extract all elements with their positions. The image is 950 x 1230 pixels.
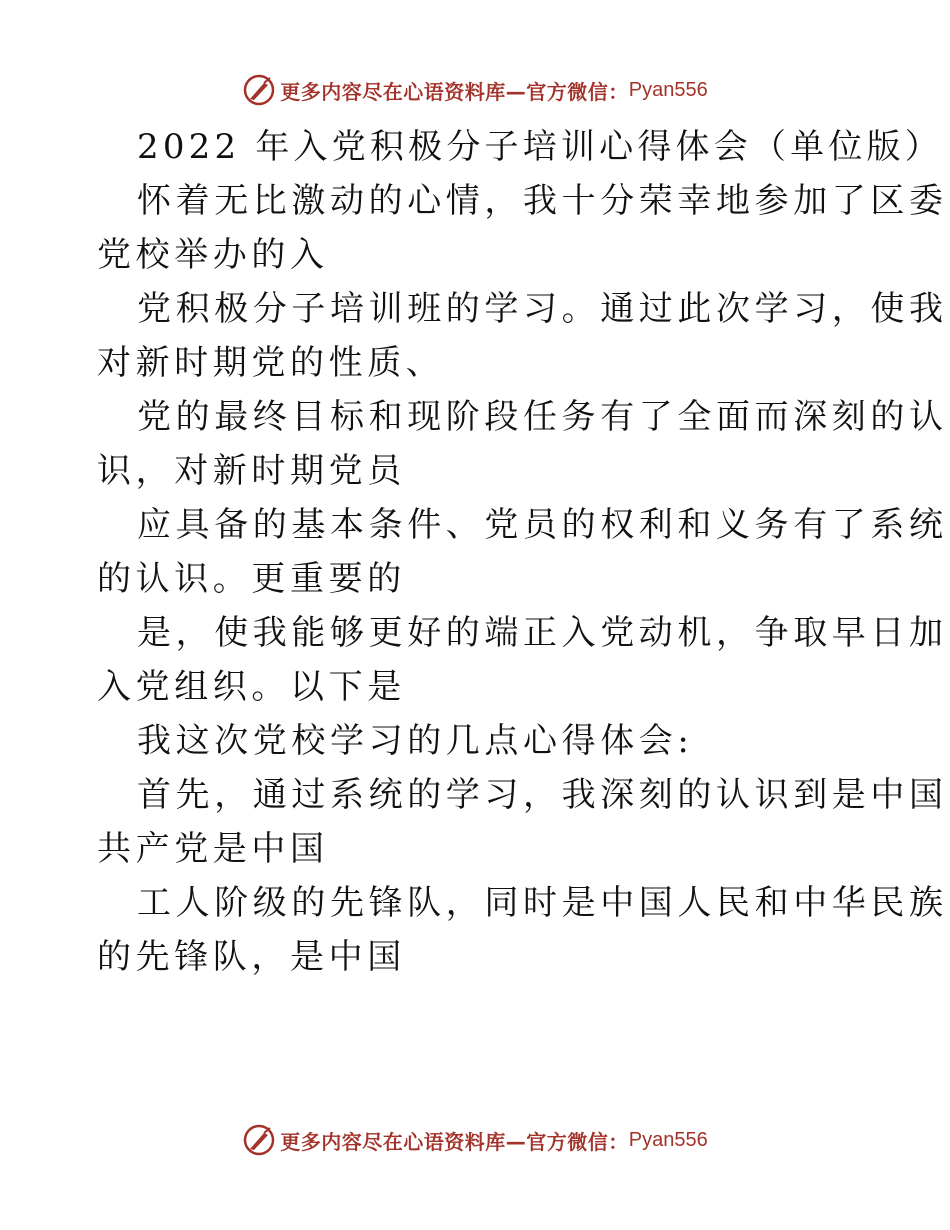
paragraph-line: 识，对新时期党员 bbox=[97, 451, 406, 491]
paragraph-line: 首先，通过系统的学习，我深刻的认识到是中国 bbox=[137, 775, 948, 815]
banner-text: 更多内容尽在心语资料库—官方微信： bbox=[280, 79, 629, 104]
quill-pen-circle-icon bbox=[242, 1123, 276, 1157]
banner-text: 更多内容尽在心语资料库—官方微信： bbox=[280, 1129, 629, 1154]
paragraph-line: 的认识。更重要的 bbox=[97, 559, 406, 599]
banner-wechat-id: Pyan556 bbox=[628, 78, 708, 101]
paragraph-line: 对新时期党的性质、 bbox=[97, 343, 445, 383]
paragraph-line: 应具备的基本条件、党员的权利和义务有了系统 bbox=[137, 505, 948, 545]
banner-wechat-id: Pyan556 bbox=[628, 1128, 708, 1151]
paragraph-line: 是，使我能够更好的端正入党动机，争取早日加 bbox=[137, 613, 948, 653]
paragraph-line: 的先锋队，是中国 bbox=[97, 937, 406, 977]
paragraph-line: 入党组织。以下是 bbox=[97, 667, 406, 707]
paragraph-line: 怀着无比激动的心情，我十分荣幸地参加了区委 bbox=[137, 181, 948, 221]
footer-banner bbox=[0, 1120, 950, 1160]
paragraph-line: 党校举办的入 bbox=[97, 235, 329, 275]
quill-pen-circle-icon bbox=[242, 73, 276, 107]
paragraph-line: 共产党是中国 bbox=[97, 829, 329, 869]
document-title: 2022 年入党积极分子培训心得体会（单位版） bbox=[137, 127, 943, 167]
paragraph-line: 党积极分子培训班的学习。通过此次学习，使我 bbox=[137, 289, 948, 329]
document-body bbox=[97, 120, 948, 984]
paragraph-line: 工人阶级的先锋队，同时是中国人民和中华民族 bbox=[137, 883, 948, 923]
header-banner bbox=[0, 70, 950, 110]
paragraph-line: 我这次党校学习的几点心得体会: bbox=[137, 721, 694, 761]
paragraph-line: 党的最终目标和现阶段任务有了全面而深刻的认 bbox=[137, 397, 948, 437]
